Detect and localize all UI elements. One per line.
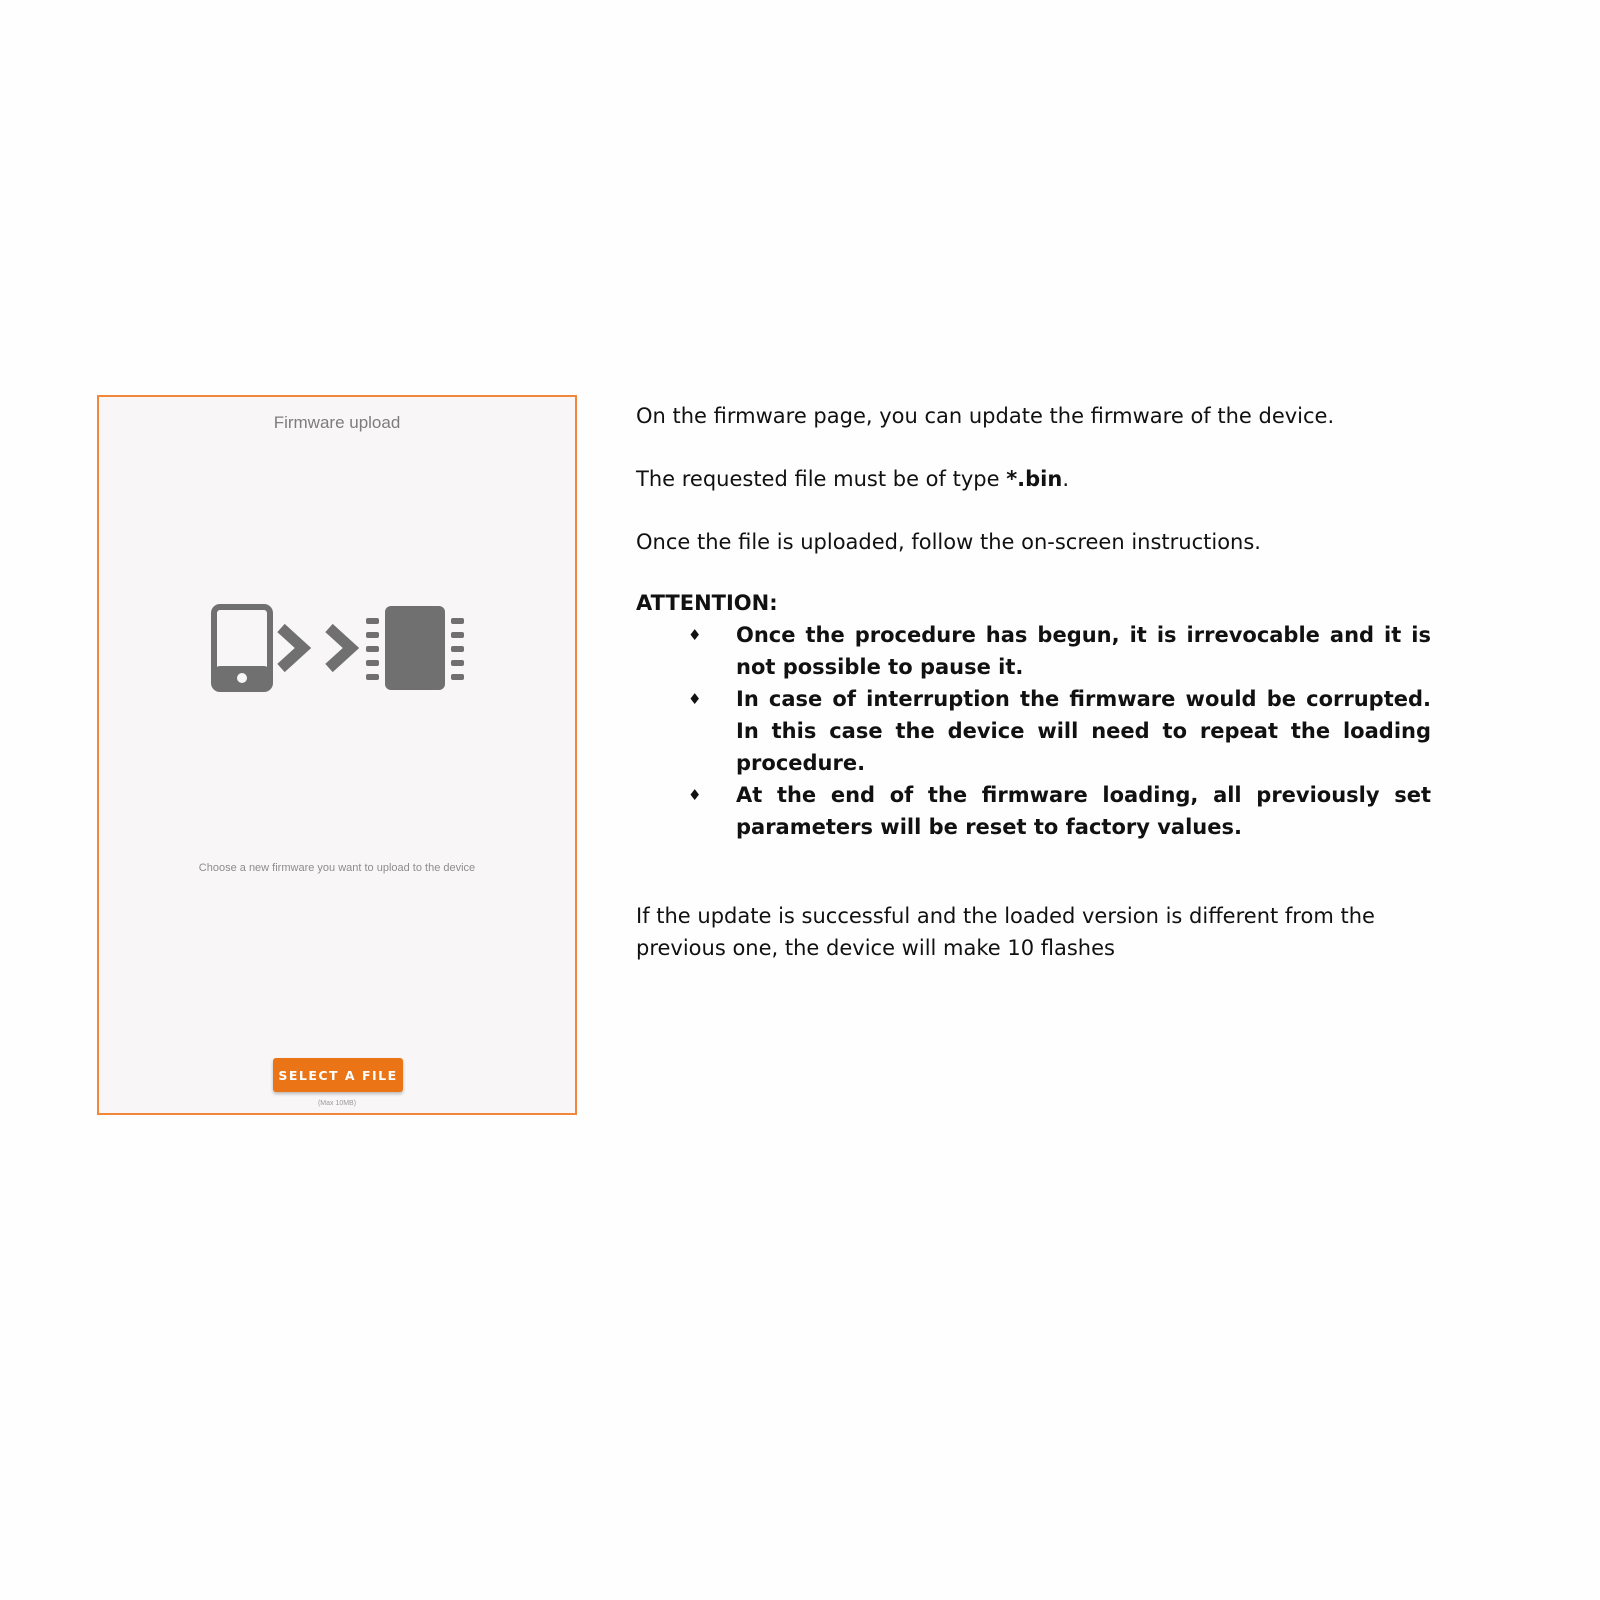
- diamond-bullet-icon: ♦: [688, 626, 702, 644]
- upload-instruction: Choose a new firmware you want to upload to the device: [198, 862, 476, 874]
- attention-heading: ATTENTION:: [636, 591, 778, 615]
- chevron-right-icon: [281, 628, 303, 668]
- diamond-bullet-icon: ♦: [688, 786, 702, 804]
- filetype-paragraph: [636, 463, 1431, 495]
- select-file-button[interactable]: SELECT A FILE: [273, 1058, 403, 1092]
- filetype-prefix: The requested file must be of type: [636, 467, 1007, 491]
- diamond-bullet-icon: ♦: [688, 690, 702, 708]
- chevron-right-icon: [329, 628, 351, 668]
- filetype-value: *.bin: [1006, 467, 1063, 491]
- attention-list: [636, 619, 1431, 843]
- filetype-suffix: .: [1062, 467, 1070, 491]
- intro-paragraph: On the firmware page, you can update the firmware of the device.: [636, 404, 1335, 428]
- attention-item-text: Once the procedure has begun, it is irrevocable and it is not possible to pause it.: [736, 623, 1431, 679]
- attention-item: [636, 779, 1431, 843]
- result-note-paragraph: If the update is successful and the loaded version is different from the previous one, the device will make 10 flashes: [636, 904, 1375, 960]
- firmware-transfer-illustration: [211, 604, 467, 694]
- max-size-note: (Max 10MB): [317, 1100, 357, 1107]
- phone-icon: [214, 607, 270, 689]
- chip-icon: [366, 606, 464, 690]
- screen-title: Firmware upload: [273, 413, 401, 432]
- attention-item-text: At the end of the firmware loading, all previously set parameters will be reset to factory values.: [736, 783, 1431, 839]
- firmware-upload-screen: [97, 395, 577, 1115]
- attention-item-text: In case of interruption the firmware would be corrupted. In this case the device will need to repeat the loading procedure.: [736, 687, 1431, 775]
- follow-instructions-paragraph: Once the file is uploaded, follow the on-screen instructions.: [636, 530, 1261, 554]
- attention-item: [636, 619, 1431, 683]
- attention-item: [636, 683, 1431, 779]
